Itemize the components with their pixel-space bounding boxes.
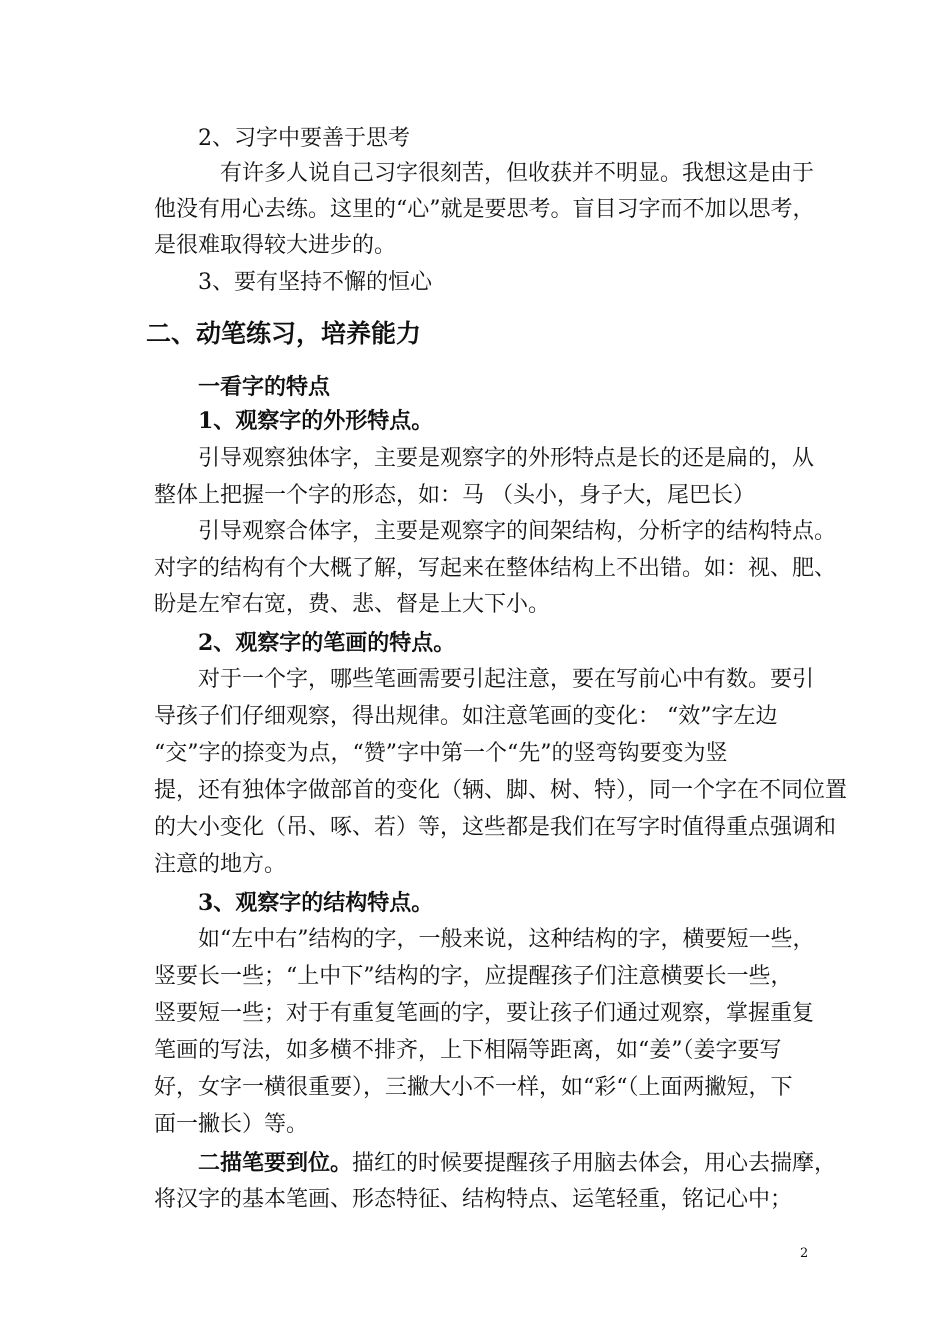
paragraph-line: 导孩子们仔细观察，得出规律。如注意笔画的变化： “效”字左边 [154,704,778,729]
paragraph-line: 注意的地方。 [154,852,287,877]
paragraph-line: 引导观察合体字，主要是观察字的间架结构，分析字的结构特点。 [198,519,837,544]
paragraph-text: 描红的时候要提醒孩子用脑去体会，用心去揣摩， [352,1151,837,1176]
subheading-2: 2、习字中要善于思考 [198,126,410,151]
paragraph-line: 好，女字一横很重要），三撇大小不一样，如“彩“（上面两撇短，下 [154,1075,793,1100]
paragraph-line: 竖要长一些；“上中下”结构的字，应提醒孩子们注意横要长一些， [154,964,793,989]
paragraph-line: 他没有用心去练。这里的“心”就是要思考。盲目习字而不加以思考， [154,197,815,222]
point-heading-1: 1、观察字的外形特点。 [198,408,434,434]
paragraph-line: 笔画的写法，如多横不排齐，上下相隔等距离，如“姜”（姜字要写 [154,1038,782,1063]
paragraph-line: 整体上把握一个字的形态，如：马 （头小，身子大，尾巴长） [154,483,755,508]
page-number: 2 [800,1246,809,1261]
point-heading-2: 2、观察字的笔画的特点。 [198,630,456,656]
paragraph-line: 如“左中右”结构的字，一般来说，这种结构的字，横要短一些， [198,927,815,952]
section-heading: 二、动笔练习，培养能力 [146,319,422,348]
subsection-heading: 一看字的特点 [198,374,331,400]
paragraph-line: 的大小变化（吊、啄、若）等，这些都是我们在写字时值得重点强调和 [154,815,837,840]
paragraph-line: 引导观察独体字，主要是观察字的外形特点是长的还是扁的，从 [198,446,815,471]
paragraph-line: 有许多人说自己习字很刻苦，但收获并不明显。我想这是由于 [220,161,815,186]
subheading-3: 3、要有坚持不懈的恒心 [198,270,432,295]
paragraph-line: 竖要短一些；对于有重复笔画的字，要让孩子们通过观察，掌握重复 [154,1001,815,1026]
paragraph-line: 对于一个字，哪些笔画需要引起注意，要在写前心中有数。要引 [198,667,815,692]
paragraph-line: 盼是左窄右宽，费、悲、督是上大下小。 [154,592,551,617]
inline-heading: 二描笔要到位。 [198,1150,353,1176]
paragraph-line: 是很难取得较大进步的。 [154,233,397,258]
paragraph-line [198,1146,878,1181]
paragraph-line: 面一撇长）等。 [154,1112,309,1137]
paragraph-line: 对字的结构有个大概了解，写起来在整体结构上不出错。如：视、肥、 [154,556,837,581]
point-heading-3: 3、观察字的结构特点。 [198,890,434,916]
paragraph-line: 将汉字的基本笔画、形态特征、结构特点、运笔轻重，铭记心中； [154,1187,793,1212]
paragraph-line: 提，还有独体字做部首的变化（辆、脚、树、特），同一个字在不同位置 [154,778,848,803]
paragraph-line: “交”字的捺变为点，“赞”字中第一个“先”的竖弯钩要变为竖 [154,741,728,766]
